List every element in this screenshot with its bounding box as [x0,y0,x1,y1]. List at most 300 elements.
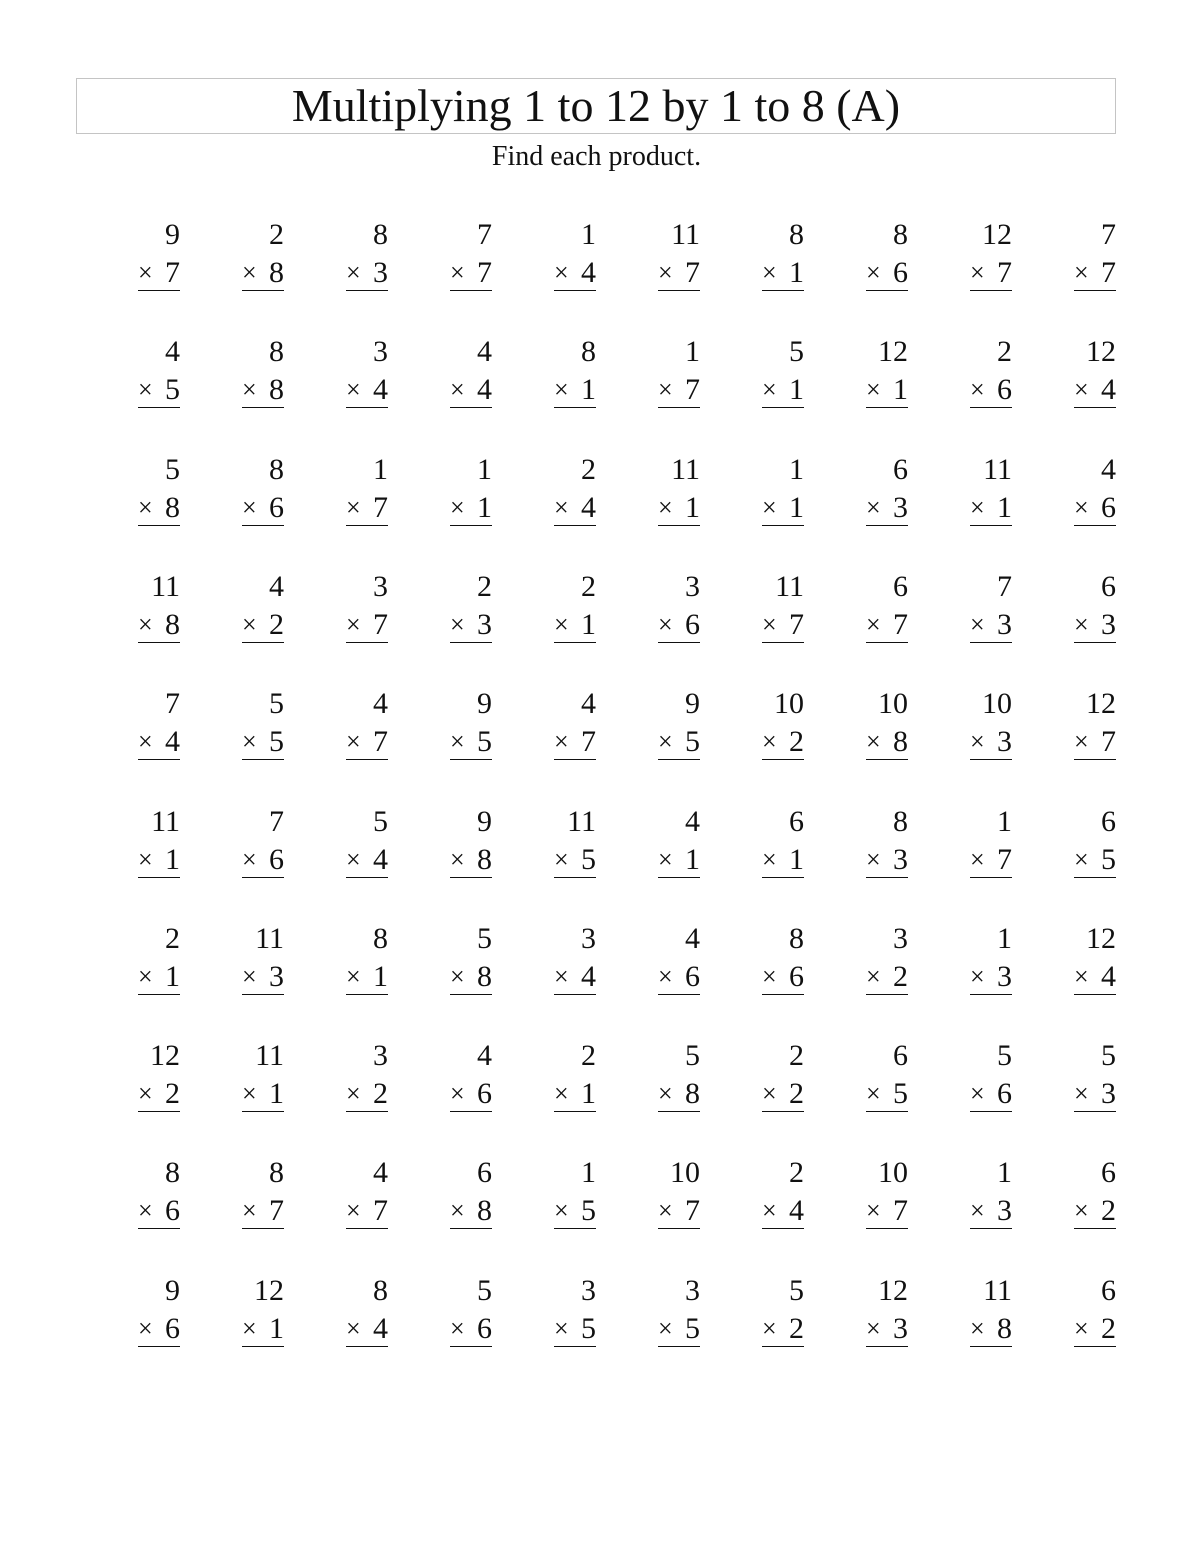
multiplier-line [346,1077,388,1111]
multiplier: 2 [1101,1311,1116,1345]
multiplier: 1 [581,373,596,407]
multiplier-line [970,1194,1012,1228]
answer-line [346,877,388,878]
multiplicand: 2 [789,1156,804,1190]
multiplicand: 4 [685,804,700,838]
times-sign: × [138,258,153,287]
answer-line [658,877,700,878]
multiplicand: 4 [477,335,492,369]
times-sign: × [970,844,985,874]
times-sign: × [242,492,257,522]
problem-item [838,687,908,761]
multiplier-line [1074,256,1116,290]
times-sign: × [554,375,569,405]
multiplier: 2 [165,1077,180,1111]
times-sign: × [762,961,777,991]
multiplier: 3 [373,256,388,289]
times-sign: × [762,492,777,522]
problem-item [318,1156,388,1230]
times-sign: × [658,258,673,287]
multiplicand: 6 [1101,1156,1116,1190]
multiplier: 5 [893,1077,908,1111]
answer-line [450,1228,492,1229]
problem-item [318,218,388,292]
multiplier-line [866,725,908,759]
multiplier: 7 [789,607,804,641]
multiplier: 2 [373,1077,388,1111]
times-sign: × [554,609,569,639]
multiplicand: 3 [893,921,908,955]
multiplier: 5 [581,1194,596,1228]
multiplier-line [138,1194,180,1228]
times-sign: × [450,1079,465,1109]
answer-line [554,642,596,643]
answer-line [346,290,388,291]
times-sign: × [346,258,361,287]
problem-item [734,922,804,996]
multiplier-line [970,1077,1012,1111]
times-sign: × [970,961,985,991]
multiplicand: 4 [165,335,180,369]
answer-line [970,1346,1012,1347]
answer-line [1074,994,1116,995]
multiplier: 7 [269,1194,284,1228]
answer-line [450,994,492,995]
multiplier-line [970,960,1012,994]
multiplicand: 5 [477,921,492,955]
times-sign: × [346,844,361,874]
times-sign: × [138,1079,153,1109]
multiplier: 1 [893,373,908,407]
problem-item [942,1274,1012,1348]
times-sign: × [866,1196,881,1226]
times-sign: × [866,727,881,757]
multiplicand: 4 [269,569,284,603]
multiplier-line [450,960,492,994]
multiplier-line [1074,1194,1116,1228]
answer-line [970,525,1012,526]
multiplier: 1 [789,842,804,876]
multiplicand: 9 [165,218,180,251]
multiplier: 5 [685,1311,700,1345]
multiplier: 2 [269,607,284,641]
times-sign: × [762,375,777,405]
multiplier: 3 [893,1311,908,1345]
multiplier: 4 [477,373,492,407]
multiplier: 7 [1101,256,1116,289]
problem-item [1046,1156,1116,1230]
multiplier-line [970,373,1012,407]
answer-line [658,525,700,526]
multiplier: 2 [1101,1194,1116,1228]
multiplicand: 11 [983,452,1012,486]
multiplier-line [554,1077,596,1111]
problem-item [422,805,492,879]
answer-line [866,1111,908,1112]
multiplier: 5 [1101,842,1116,876]
multiplier-line [762,256,804,290]
answer-line [658,1346,700,1347]
problem-item [630,687,700,761]
multiplicand: 8 [373,921,388,955]
multiplier: 3 [893,842,908,876]
multiplier-line [658,1194,700,1228]
multiplicand: 1 [997,1156,1012,1190]
answer-line [450,1346,492,1347]
multiplier-line [242,725,284,759]
multiplier: 3 [1101,607,1116,641]
times-sign: × [658,844,673,874]
answer-line [138,642,180,643]
multiplicand: 11 [151,569,180,603]
multiplicand: 6 [893,452,908,486]
times-sign: × [346,961,361,991]
answer-line [970,290,1012,291]
times-sign: × [762,609,777,639]
multiplier: 7 [893,607,908,641]
multiplier-line [970,491,1012,525]
answer-line [242,1111,284,1112]
times-sign: × [242,258,257,287]
multiplicand: 12 [1086,687,1116,721]
multiplicand: 6 [1101,569,1116,603]
problem-item [1046,805,1116,879]
multiplier: 3 [997,607,1012,641]
multiplier: 4 [373,842,388,876]
problem-item [838,453,908,527]
problem-item [526,218,596,292]
times-sign: × [242,727,257,757]
problem-item [942,453,1012,527]
times-sign: × [450,492,465,522]
multiplier-line [450,1194,492,1228]
answer-line [762,759,804,760]
multiplier-line [138,1077,180,1111]
multiplicand: 7 [165,687,180,721]
problem-item [318,805,388,879]
answer-line [554,407,596,408]
multiplier: 6 [165,1194,180,1228]
multiplier-line [138,491,180,525]
multiplier: 1 [269,1311,284,1345]
multiplicand: 3 [581,1273,596,1307]
times-sign: × [138,1196,153,1226]
times-sign: × [970,609,985,639]
problem-item [630,335,700,409]
multiplicand: 3 [373,569,388,603]
problem-item [526,805,596,879]
multiplier: 5 [477,725,492,759]
multiplier-line [242,960,284,994]
multiplier: 8 [165,490,180,524]
problem-item [838,1039,908,1113]
multiplier: 1 [997,490,1012,524]
multiplier-line [866,1312,908,1346]
times-sign: × [554,1313,569,1343]
answer-line [138,407,180,408]
answer-line [554,1346,596,1347]
times-sign: × [450,609,465,639]
multiplicand: 12 [254,1273,284,1307]
multiplier: 1 [165,842,180,876]
multiplier-line [346,256,388,290]
multiplier: 1 [685,490,700,524]
times-sign: × [866,844,881,874]
times-sign: × [970,492,985,522]
multiplier-line [1074,843,1116,877]
answer-line [1074,290,1116,291]
multiplier-line [970,725,1012,759]
answer-line [762,1111,804,1112]
problem-item [1046,687,1116,761]
multiplier: 6 [789,959,804,993]
multiplier: 6 [997,1077,1012,1111]
times-sign: × [346,1313,361,1343]
problem-item [630,1039,700,1113]
times-sign: × [450,727,465,757]
times-sign: × [138,727,153,757]
answer-line [242,525,284,526]
answer-line [866,407,908,408]
problem-item [526,1274,596,1348]
multiplier: 6 [893,256,908,289]
multiplicand: 11 [255,921,284,955]
multiplier-line [138,608,180,642]
multiplier: 7 [477,256,492,289]
times-sign: × [658,1079,673,1109]
multiplier-line [762,1194,804,1228]
times-sign: × [346,492,361,522]
problem-item [318,922,388,996]
multiplier-line [450,373,492,407]
multiplicand: 2 [997,335,1012,369]
answer-line [138,290,180,291]
multiplier-line [450,608,492,642]
problem-item [526,570,596,644]
answer-line [1074,759,1116,760]
times-sign: × [554,1196,569,1226]
times-sign: × [762,727,777,757]
times-sign: × [450,844,465,874]
multiplicand: 9 [165,1273,180,1307]
multiplicand: 8 [165,1156,180,1190]
answer-line [866,759,908,760]
multiplicand: 10 [774,687,804,721]
multiplier-line [762,843,804,877]
multiplier-line [242,1312,284,1346]
times-sign: × [1074,844,1089,874]
times-sign: × [450,1196,465,1226]
multiplicand: 1 [997,804,1012,838]
times-sign: × [1074,1313,1089,1343]
answer-line [866,877,908,878]
problem-item [1046,1274,1116,1348]
multiplicand: 12 [1086,921,1116,955]
problem-item [630,453,700,527]
multiplier-line [970,1312,1012,1346]
times-sign: × [658,375,673,405]
problem-item [734,218,804,292]
multiplier-line [138,843,180,877]
multiplicand: 8 [373,218,388,251]
times-sign: × [242,961,257,991]
answer-line [242,759,284,760]
answer-line [554,994,596,995]
problem-item [1046,1039,1116,1113]
answer-line [970,994,1012,995]
multiplier-line [1074,608,1116,642]
multiplier-line [346,843,388,877]
multiplicand: 12 [1086,335,1116,369]
multiplicand: 11 [671,452,700,486]
answer-line [762,994,804,995]
problem-item [942,922,1012,996]
multiplicand: 5 [789,335,804,369]
multiplicand: 1 [373,452,388,486]
multiplier-line [658,373,700,407]
problem-item [526,453,596,527]
answer-line [762,525,804,526]
multiplicand: 5 [789,1273,804,1307]
times-sign: × [658,492,673,522]
multiplier-line [866,608,908,642]
multiplier-line [866,256,908,290]
answer-line [450,877,492,878]
multiplier-line [658,608,700,642]
times-sign: × [138,844,153,874]
multiplier: 6 [477,1077,492,1111]
multiplier: 8 [477,842,492,876]
times-sign: × [866,961,881,991]
answer-line [554,759,596,760]
problem-item [734,805,804,879]
times-sign: × [866,609,881,639]
times-sign: × [346,609,361,639]
answer-line [554,877,596,878]
multiplicand: 4 [685,921,700,955]
multiplier-line [1074,960,1116,994]
times-sign: × [346,1079,361,1109]
multiplier: 2 [789,1311,804,1345]
multiplier: 4 [165,725,180,759]
multiplier: 3 [1101,1077,1116,1111]
multiplier: 4 [581,490,596,524]
answer-line [346,1111,388,1112]
multiplicand: 11 [567,804,596,838]
multiplicand: 8 [893,218,908,251]
answer-line [1074,407,1116,408]
times-sign: × [970,258,985,287]
multiplier: 1 [581,607,596,641]
times-sign: × [242,1313,257,1343]
times-sign: × [658,1313,673,1343]
answer-line [658,1228,700,1229]
multiplier: 1 [269,1077,284,1111]
problem-item [110,1156,180,1230]
times-sign: × [450,961,465,991]
multiplicand: 4 [373,1156,388,1190]
answer-line [1074,877,1116,878]
answer-line [866,1346,908,1347]
multiplier: 7 [581,725,596,759]
multiplier-line [970,256,1012,290]
answer-line [242,1346,284,1347]
answer-line [762,407,804,408]
multiplicand: 6 [1101,804,1116,838]
multiplicand: 7 [997,569,1012,603]
answer-line [658,290,700,291]
problem-item [1046,922,1116,996]
multiplier-line [866,491,908,525]
multiplier-line [866,843,908,877]
multiplicand: 6 [477,1156,492,1190]
multiplier: 6 [685,607,700,641]
multiplicand: 3 [581,921,596,955]
answer-line [554,1111,596,1112]
problem-item [1046,218,1116,292]
answer-line [346,994,388,995]
times-sign: × [138,492,153,522]
times-sign: × [242,844,257,874]
answer-line [346,1228,388,1229]
multiplier: 7 [1101,725,1116,759]
times-sign: × [450,1313,465,1343]
answer-line [554,290,596,291]
times-sign: × [658,727,673,757]
multiplier-line [554,843,596,877]
multiplier-line [762,373,804,407]
multiplier-line [346,1194,388,1228]
problem-item [630,218,700,292]
problem-item [422,922,492,996]
multiplicand: 7 [1101,218,1116,251]
problem-item [214,1039,284,1113]
problem-item [110,805,180,879]
times-sign: × [346,727,361,757]
multiplier-line [554,725,596,759]
multiplier: 7 [997,842,1012,876]
multiplier-line [762,491,804,525]
multiplier: 7 [685,1194,700,1228]
answer-line [450,759,492,760]
times-sign: × [138,961,153,991]
multiplier-line [1074,1312,1116,1346]
multiplier-line [346,725,388,759]
multiplier: 8 [269,256,284,289]
multiplier: 4 [373,373,388,407]
multiplier-line [762,1312,804,1346]
multiplier-line [450,725,492,759]
multiplicand: 9 [685,687,700,721]
multiplier-line [658,843,700,877]
problem-item [526,335,596,409]
multiplicand: 8 [581,335,596,369]
multiplier-line [346,960,388,994]
answer-line [1074,642,1116,643]
multiplier-line [450,1312,492,1346]
multiplicand: 1 [581,1156,596,1190]
answer-line [450,642,492,643]
problem-item [838,805,908,879]
multiplier-line [346,608,388,642]
answer-line [762,877,804,878]
times-sign: × [1074,961,1089,991]
multiplicand: 5 [165,452,180,486]
answer-line [866,642,908,643]
problem-item [318,1039,388,1113]
multiplier: 4 [1101,373,1116,407]
times-sign: × [138,609,153,639]
